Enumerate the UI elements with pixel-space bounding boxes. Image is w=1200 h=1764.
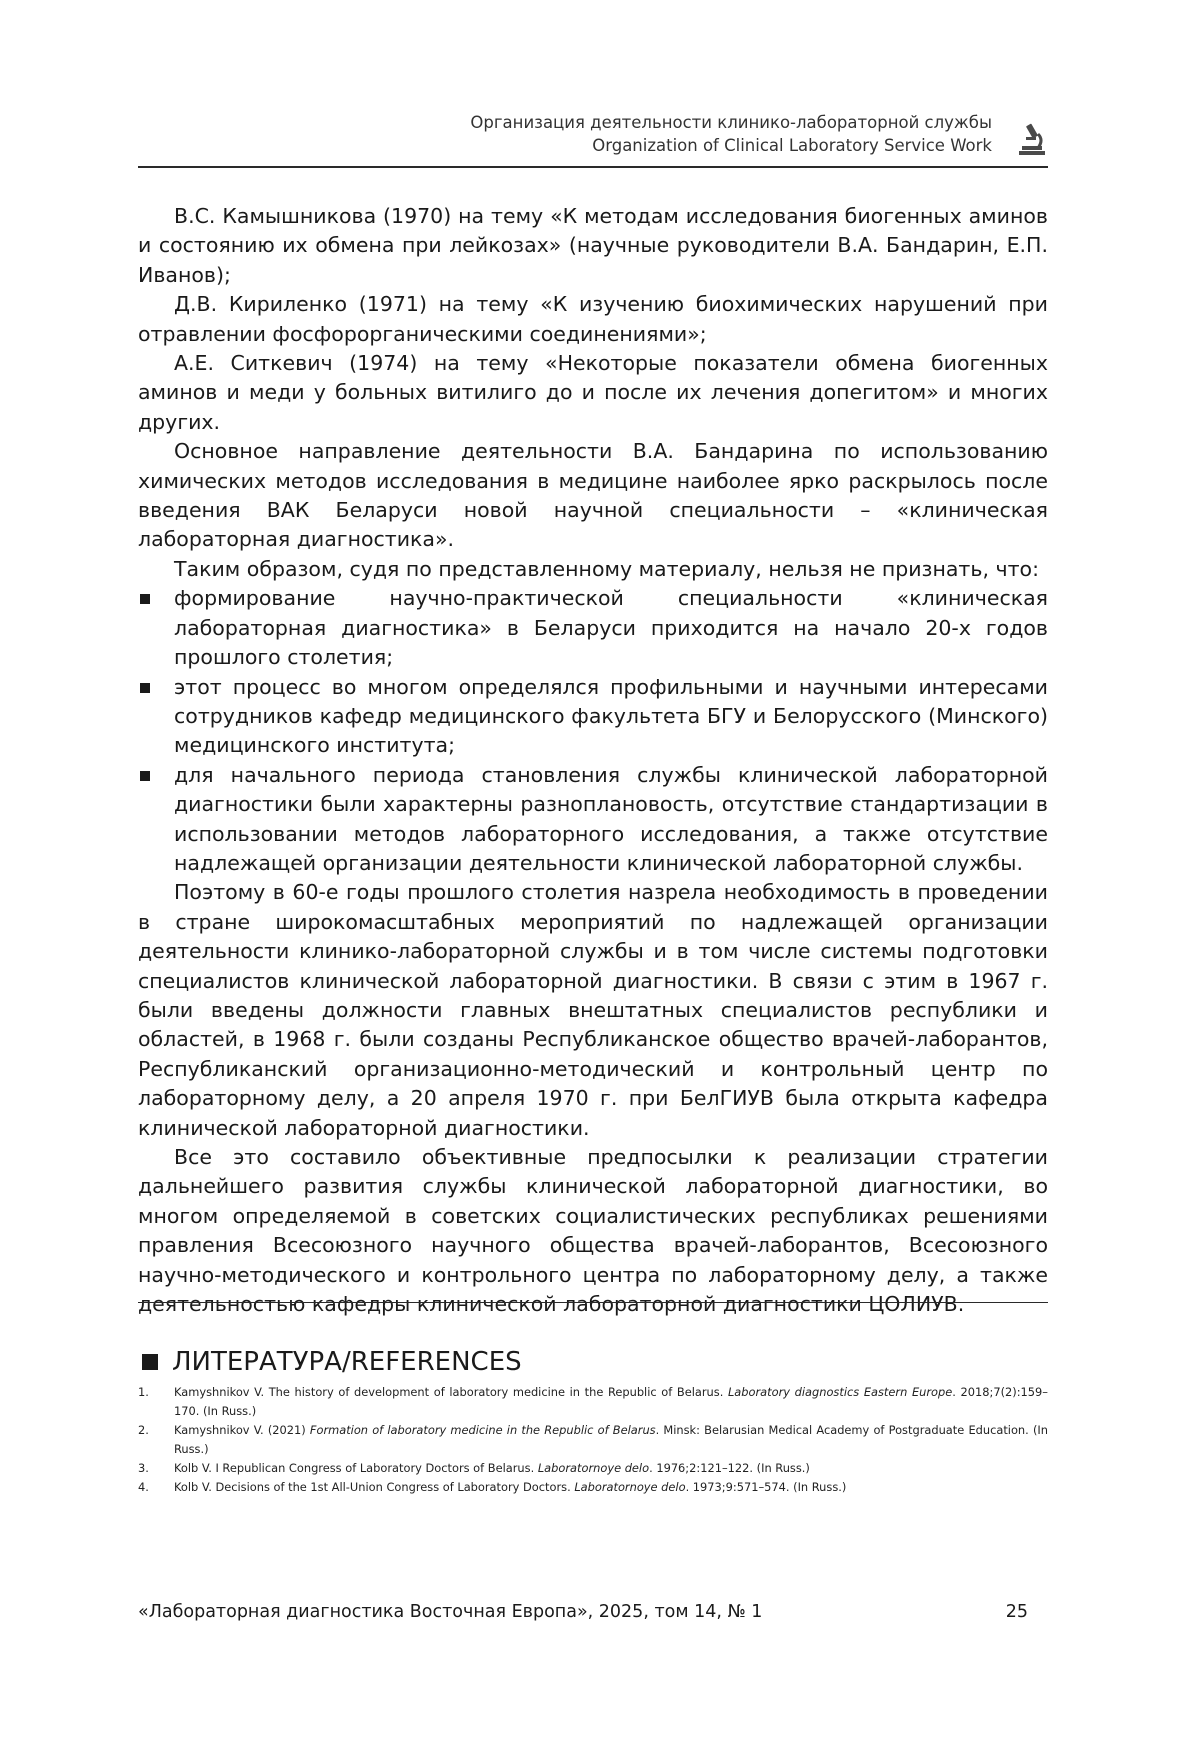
reference-details: . 1973;9:571–574. (In Russ.) <box>685 1480 847 1494</box>
paragraph: Д.В. Кириленко (1971) на тему «К изучению биохимических нарушений при отравлении фосфорорганическими соединениями»; <box>138 292 1048 346</box>
reference-details: . Minsk: Belarusian Medical Academy of Postgraduate Education. (In Russ.) <box>174 1423 1048 1456</box>
reference-source: Laboratory diagnostics Eastern Europe <box>727 1385 953 1399</box>
reference-number: 2. <box>138 1423 149 1437</box>
conclusion-list <box>138 584 1048 878</box>
references-title: ЛИТЕРАТУРА/REFERENCES <box>172 1347 522 1377</box>
reference-details: . 1976;2:121–122. (In Russ.) <box>649 1461 810 1475</box>
bullet-square-icon <box>140 771 150 781</box>
list-item-text: формирование научно-практической специальности «клиническая лабораторная диагностика» в Беларуси приходится на начало 20-х годов прошлого столетия; <box>174 586 1048 670</box>
reference-text: Kamyshnikov V. (2021) <box>174 1423 310 1437</box>
microscope-icon <box>1016 122 1048 156</box>
heading-square-icon <box>142 1354 158 1370</box>
page-number: 25 <box>1005 1602 1028 1622</box>
reference-item <box>138 1478 1048 1497</box>
references-list <box>138 1383 1048 1497</box>
list-item-text: этот процесс во многом определялся профильными и научными интересами сотрудников кафедр медицинского факультета БГУ и Белорусского (Минского) медицинского института; <box>174 674 1048 758</box>
section-divider <box>138 1302 1048 1303</box>
paragraph: А.Е. Ситкевич (1974) на тему «Некоторые показатели обмена биогенных аминов и меди у больных витилиго до и после их лечения допегитом» и многих других. <box>138 351 1048 434</box>
list-item <box>138 584 1048 672</box>
journal-citation: «Лабораторная диагностика Восточная Европа», 2025, том 14, № 1 <box>138 1602 763 1622</box>
paragraph: Поэтому в 60-е годы прошлого столетия назрела необходимость в проведении в стране широкомасштабных мероприятий по надлежащей организации деятельности клинико-лабораторной службы и в том числе системы подготовки специалистов клинической лабораторной диагностики. В связи с этим в 1967 г. были введены должности главных внештатных специалистов республики и областей, в 1968 г. были созданы Республиканское общество врачей-лаборантов, Республиканский организационно-методический и контрольный центр по лабораторному делу, а 20 апреля 1970 г. при БелГИУВ была открыта кафедра клинической лабораторной диагностики. <box>138 880 1048 1140</box>
reference-number: 3. <box>138 1461 149 1475</box>
reference-text: Kolb V. I Republican Congress of Laboratory Doctors of Belarus. <box>174 1461 538 1475</box>
paragraph: В.С. Камышникова (1970) на тему «К методам исследования биогенных аминов и состоянию их обмена при лейкозах» (научные руководители В.А. Бандарин, Е.П. Иванов); <box>138 204 1048 287</box>
paragraph: Таким образом, судя по представленному материалу, нельзя не признать, что: <box>174 556 1039 581</box>
reference-details: . 2018;7(2):159–170. (In Russ.) <box>174 1385 1048 1418</box>
running-header <box>138 108 1048 168</box>
reference-item <box>138 1459 1048 1478</box>
reference-item <box>138 1383 1048 1421</box>
header-title-ru: Организация деятельности клинико-лабораторной службы <box>470 113 992 132</box>
reference-text: Kolb V. Decisions of the 1st All-Union Congress of Laboratory Doctors. <box>174 1480 575 1494</box>
references-heading <box>142 1347 522 1377</box>
reference-item <box>138 1421 1048 1459</box>
paragraph: Все это составило объективные предпосылки к реализации стратегии дальнейшего развития службы клинической лабораторной диагностики, во многом определяемой в советских социалистических республиках решениями правления Всесоюзного научного общества врачей-лаборантов, Всесоюзного научно-методического и контрольного центра по лабораторному делу, а также деятельностью кафедры клинической лабораторной диагностики ЦОЛИУВ. <box>138 1145 1048 1317</box>
reference-number: 4. <box>138 1480 149 1494</box>
article-body <box>138 202 1048 1319</box>
bullet-square-icon <box>140 594 150 604</box>
header-title-en: Organization of Clinical Laboratory Service Work <box>592 136 992 155</box>
list-item <box>138 673 1048 761</box>
bullet-square-icon <box>140 683 150 693</box>
list-item <box>138 761 1048 879</box>
reference-source: Formation of laboratory medicine in the Republic of Belarus <box>309 1423 656 1437</box>
paragraph: Основное направление деятельности В.А. Бандарина по использованию химических методов исследования в медицине наиболее ярко раскрылось после введения ВАК Беларуси новой научной специальности – «клиническая лабораторная диагностика». <box>138 439 1048 552</box>
reference-source: Laboratornoye delo <box>537 1461 650 1475</box>
reference-text: Kamyshnikov V. The history of development of laboratory medicine in the Republic of Belarus. <box>174 1385 728 1399</box>
reference-source: Laboratornoye delo <box>574 1480 686 1494</box>
reference-number: 1. <box>138 1385 149 1399</box>
list-item-text: для начального периода становления службы клинической лабораторной диагностики были характерны разноплановость, отсутствие стандартизации в использовании методов лабораторного исследования, а также отсутствие надлежащей организации деятельности клинической лабораторной службы. <box>174 762 1048 875</box>
header-titles <box>470 111 992 157</box>
